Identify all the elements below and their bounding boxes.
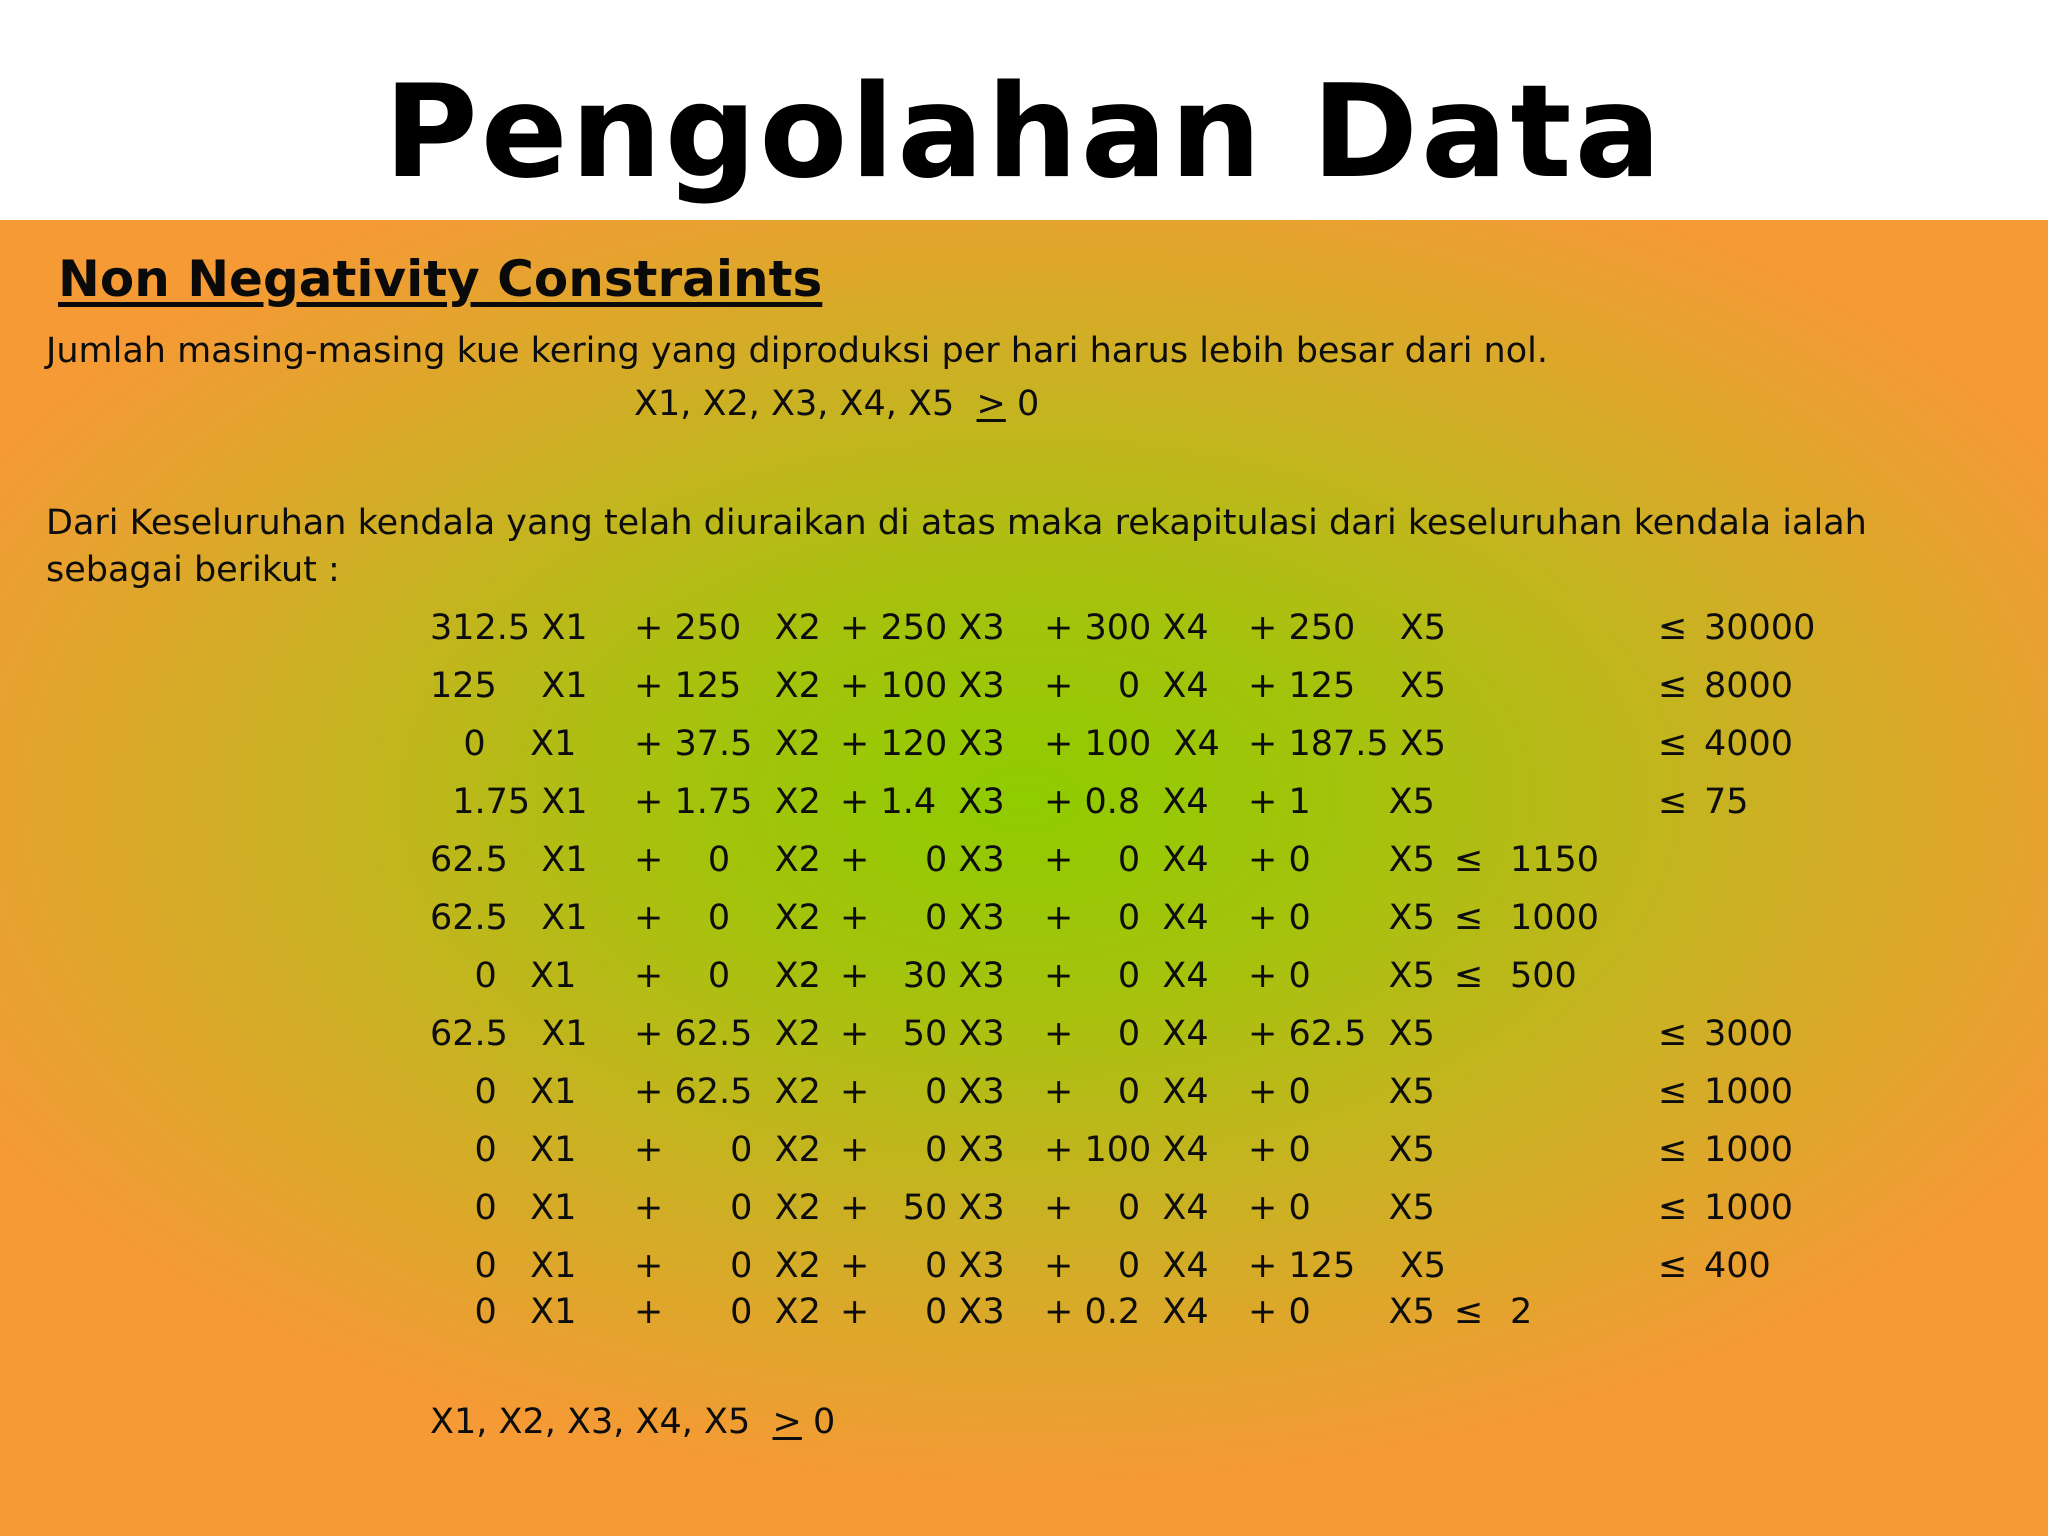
term-4: + 0.8 X4 (1044, 782, 1209, 822)
term-5: + 62.5 X5 (1248, 1014, 1435, 1054)
constraint-row (0, 782, 2048, 832)
operator: ≤ (1658, 608, 1688, 648)
rhs-value: 3000 (1704, 1014, 1794, 1054)
term-2: + 0 X2 (634, 840, 821, 880)
term-3: + 50 X3 (840, 1014, 1005, 1054)
term-1: 0 X1 (430, 956, 577, 996)
term-1: 62.5 X1 (430, 898, 588, 938)
operator: ≤ (1658, 666, 1688, 706)
constraint-row (0, 1014, 2048, 1064)
operator: ≤ (1658, 724, 1688, 764)
nonneg-rhs: 0 (1016, 384, 1040, 424)
term-3: + 0 X3 (840, 898, 1005, 938)
rhs-value: 1000 (1704, 1072, 1794, 1112)
summary-line-1: Dari Keseluruhan kendala yang telah diuraikan di atas maka rekapitulasi dari keseluruhan kendala ialah (46, 503, 1867, 543)
constraint-row (0, 1188, 2048, 1238)
term-5: + 125 X5 (1248, 666, 1447, 706)
constraint-row (0, 724, 2048, 774)
term-4: + 100 X4 (1044, 1130, 1209, 1170)
term-1: 312.5 X1 (430, 608, 588, 648)
term-4: + 0 X4 (1044, 666, 1209, 706)
term-3: + 0 X3 (840, 1292, 1005, 1332)
final-operator: > (772, 1402, 802, 1442)
rhs-value: 400 (1704, 1246, 1771, 1286)
final-nonneg-statement (430, 1402, 835, 1442)
term-1: 62.5 X1 (430, 1014, 588, 1054)
operator: ≤ (1658, 782, 1688, 822)
rhs-value: 4000 (1704, 724, 1794, 764)
term-5: + 187.5 X5 (1248, 724, 1447, 764)
term-2: + 62.5 X2 (634, 1072, 821, 1112)
term-1: 62.5 X1 (430, 840, 588, 880)
term-5: + 0 X5 (1248, 956, 1435, 996)
term-3: + 1.4 X3 (840, 782, 1005, 822)
term-1: 0 X1 (430, 1072, 577, 1112)
term-3: + 120 X3 (840, 724, 1005, 764)
rhs-value: 1000 (1704, 1188, 1794, 1228)
nonneg-statement (634, 384, 1039, 424)
operator: ≤ (1454, 840, 1484, 880)
rhs-value: 75 (1704, 782, 1749, 822)
nonneg-operator: > (976, 384, 1006, 424)
term-3: + 0 X3 (840, 1246, 1005, 1286)
constraint-row (0, 956, 2048, 1006)
rhs-value: 1150 (1510, 840, 1600, 880)
final-rhs: 0 (812, 1402, 836, 1442)
operator: ≤ (1454, 1292, 1484, 1332)
term-1: 0 X1 (430, 1292, 577, 1332)
operator: ≤ (1454, 898, 1484, 938)
term-5: + 1 X5 (1248, 782, 1435, 822)
operator: ≤ (1658, 1014, 1688, 1054)
term-4: + 0.2 X4 (1044, 1292, 1209, 1332)
constraint-row (0, 1292, 2048, 1342)
term-3: + 30 X3 (840, 956, 1005, 996)
term-4: + 0 X4 (1044, 956, 1209, 996)
term-1: 0 X1 (430, 1130, 577, 1170)
final-vars: X1, X2, X3, X4, X5 (430, 1402, 751, 1442)
term-3: + 250 X3 (840, 608, 1005, 648)
term-3: + 100 X3 (840, 666, 1005, 706)
constraint-row (0, 666, 2048, 716)
constraint-row (0, 608, 2048, 658)
term-3: + 0 X3 (840, 1130, 1005, 1170)
rhs-value: 1000 (1704, 1130, 1794, 1170)
constraint-row (0, 1130, 2048, 1180)
intro-text: Jumlah masing-masing kue kering yang diproduksi per hari harus lebih besar dari nol. (46, 331, 1548, 371)
section-heading: Non Negativity Constraints (58, 250, 823, 308)
rhs-value: 1000 (1510, 898, 1600, 938)
term-4: + 0 X4 (1044, 898, 1209, 938)
rhs-value: 30000 (1704, 608, 1816, 648)
operator: ≤ (1658, 1188, 1688, 1228)
term-5: + 0 X5 (1248, 1072, 1435, 1112)
constraint-row (0, 1246, 2048, 1296)
operator: ≤ (1658, 1246, 1688, 1286)
operator: ≤ (1658, 1130, 1688, 1170)
term-5: + 0 X5 (1248, 1188, 1435, 1228)
term-2: + 1.75 X2 (634, 782, 821, 822)
term-1: 0 X1 (430, 1188, 577, 1228)
constraint-row (0, 898, 2048, 948)
term-2: + 125 X2 (634, 666, 821, 706)
term-2: + 0 X2 (634, 1292, 821, 1332)
term-4: + 300 X4 (1044, 608, 1209, 648)
summary-line-2: sebagai berikut : (46, 550, 340, 590)
term-5: + 0 X5 (1248, 1130, 1435, 1170)
rhs-value: 2 (1510, 1292, 1533, 1332)
rhs-value: 8000 (1704, 666, 1794, 706)
term-5: + 0 X5 (1248, 1292, 1435, 1332)
term-4: + 0 X4 (1044, 1246, 1209, 1286)
term-5: + 0 X5 (1248, 840, 1435, 880)
term-3: + 50 X3 (840, 1188, 1005, 1228)
term-5: + 125 X5 (1248, 1246, 1447, 1286)
term-3: + 0 X3 (840, 1072, 1005, 1112)
term-4: + 0 X4 (1044, 1072, 1209, 1112)
term-1: 0 X1 (430, 724, 577, 764)
term-2: + 0 X2 (634, 898, 821, 938)
nonneg-vars: X1, X2, X3, X4, X5 (634, 384, 955, 424)
term-5: + 0 X5 (1248, 898, 1435, 938)
term-2: + 250 X2 (634, 608, 821, 648)
term-1: 125 X1 (430, 666, 588, 706)
term-2: + 0 X2 (634, 956, 821, 996)
slide-title: Pengolahan Data (384, 58, 1664, 207)
rhs-value: 500 (1510, 956, 1577, 996)
term-2: + 0 X2 (634, 1246, 821, 1286)
term-1: 0 X1 (430, 1246, 577, 1286)
term-4: + 100 X4 (1044, 724, 1220, 764)
constraint-row (0, 840, 2048, 890)
term-5: + 250 X5 (1248, 608, 1447, 648)
term-1: 1.75 X1 (430, 782, 588, 822)
term-2: + 37.5 X2 (634, 724, 821, 764)
term-2: + 0 X2 (634, 1130, 821, 1170)
term-4: + 0 X4 (1044, 1014, 1209, 1054)
constraint-row (0, 1072, 2048, 1122)
term-4: + 0 X4 (1044, 1188, 1209, 1228)
term-4: + 0 X4 (1044, 840, 1209, 880)
term-2: + 0 X2 (634, 1188, 821, 1228)
operator: ≤ (1454, 956, 1484, 996)
operator: ≤ (1658, 1072, 1688, 1112)
term-3: + 0 X3 (840, 840, 1005, 880)
term-2: + 62.5 X2 (634, 1014, 821, 1054)
